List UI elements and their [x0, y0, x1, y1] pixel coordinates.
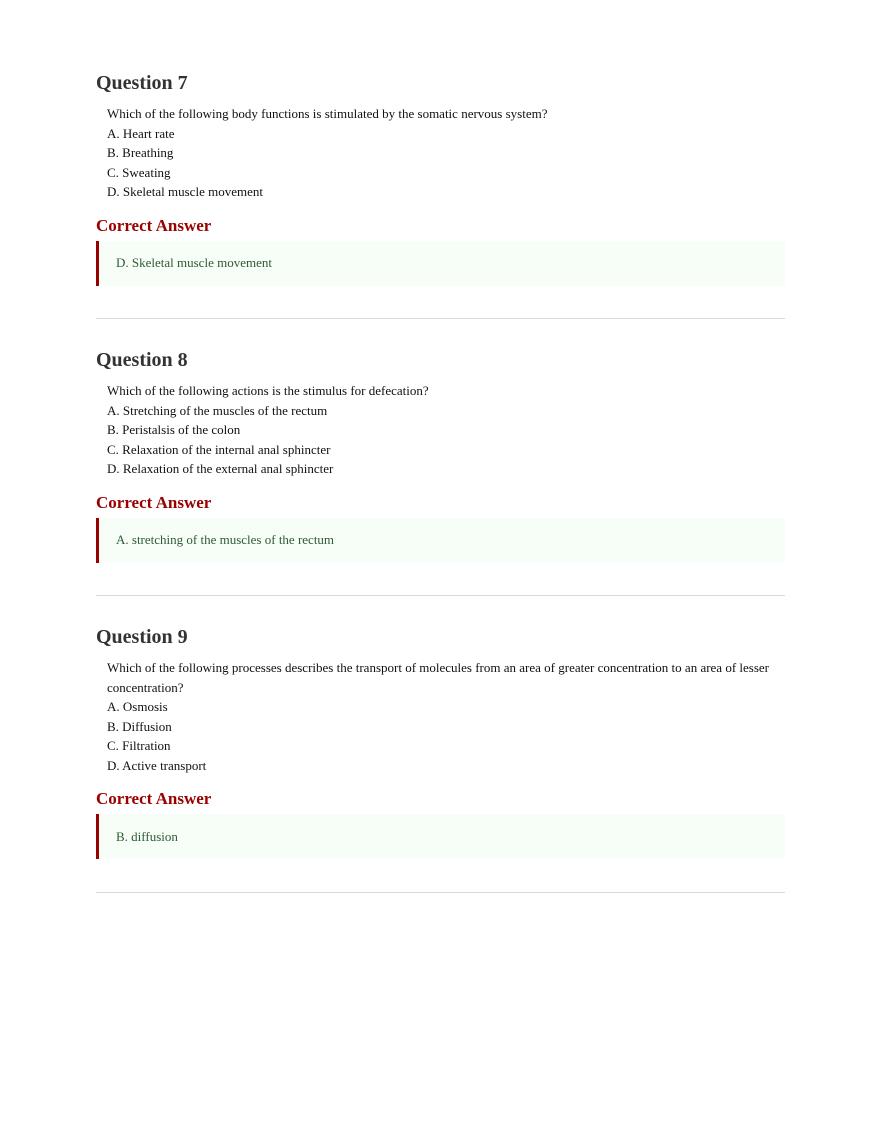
section-divider: [96, 892, 785, 893]
question-9: [96, 625, 785, 859]
option-d: D. Active transport: [107, 757, 207, 773]
correct-answer-heading: Correct Answer: [96, 789, 212, 808]
question-title: Question 9: [96, 626, 188, 648]
question-body: [96, 104, 783, 202]
section-divider: [96, 318, 785, 319]
option-b: B. Peristalsis of the colon: [107, 422, 241, 437]
question-body: [96, 658, 783, 775]
correct-answer-box: [96, 814, 785, 859]
correct-answer-text: B. diffusion: [116, 828, 178, 844]
correct-answer-box: [96, 518, 785, 563]
section-divider: [96, 595, 785, 596]
correct-answer-box: [96, 241, 785, 286]
correct-answer-text: D. Skeletal muscle movement: [116, 255, 272, 270]
question-8: [96, 348, 785, 563]
question-text: Which of the following body functions is stimulated by the somatic nervous system?: [107, 106, 548, 121]
option-a: A. Heart rate: [107, 125, 175, 141]
option-a: A. Osmosis: [107, 699, 168, 714]
question-text: Which of the following processes describes the transport of molecules from an area of greater concentration to an area of lesser concentration?: [107, 660, 770, 695]
option-d: D. Relaxation of the external anal sphincter: [107, 461, 334, 476]
option-c: C. Relaxation of the internal anal sphincter: [107, 441, 331, 457]
option-b: B. Diffusion: [107, 718, 172, 734]
correct-answer-text: A. stretching of the muscles of the rectum: [116, 532, 335, 547]
question-body: [96, 381, 783, 479]
option-d: D. Skeletal muscle movement: [107, 184, 263, 199]
question-title: Question 8: [96, 349, 188, 371]
option-c: C. Sweating: [107, 164, 171, 180]
question-7: [96, 71, 785, 286]
question-title: Question 7: [96, 72, 188, 94]
option-b: B. Breathing: [107, 145, 174, 160]
option-a: A. Stretching of the muscles of the rectum: [107, 402, 328, 418]
question-text: Which of the following actions is the stimulus for defecation?: [107, 383, 429, 398]
option-c: C. Filtration: [107, 738, 171, 753]
correct-answer-heading: Correct Answer: [96, 215, 212, 235]
correct-answer-heading: Correct Answer: [96, 492, 212, 512]
